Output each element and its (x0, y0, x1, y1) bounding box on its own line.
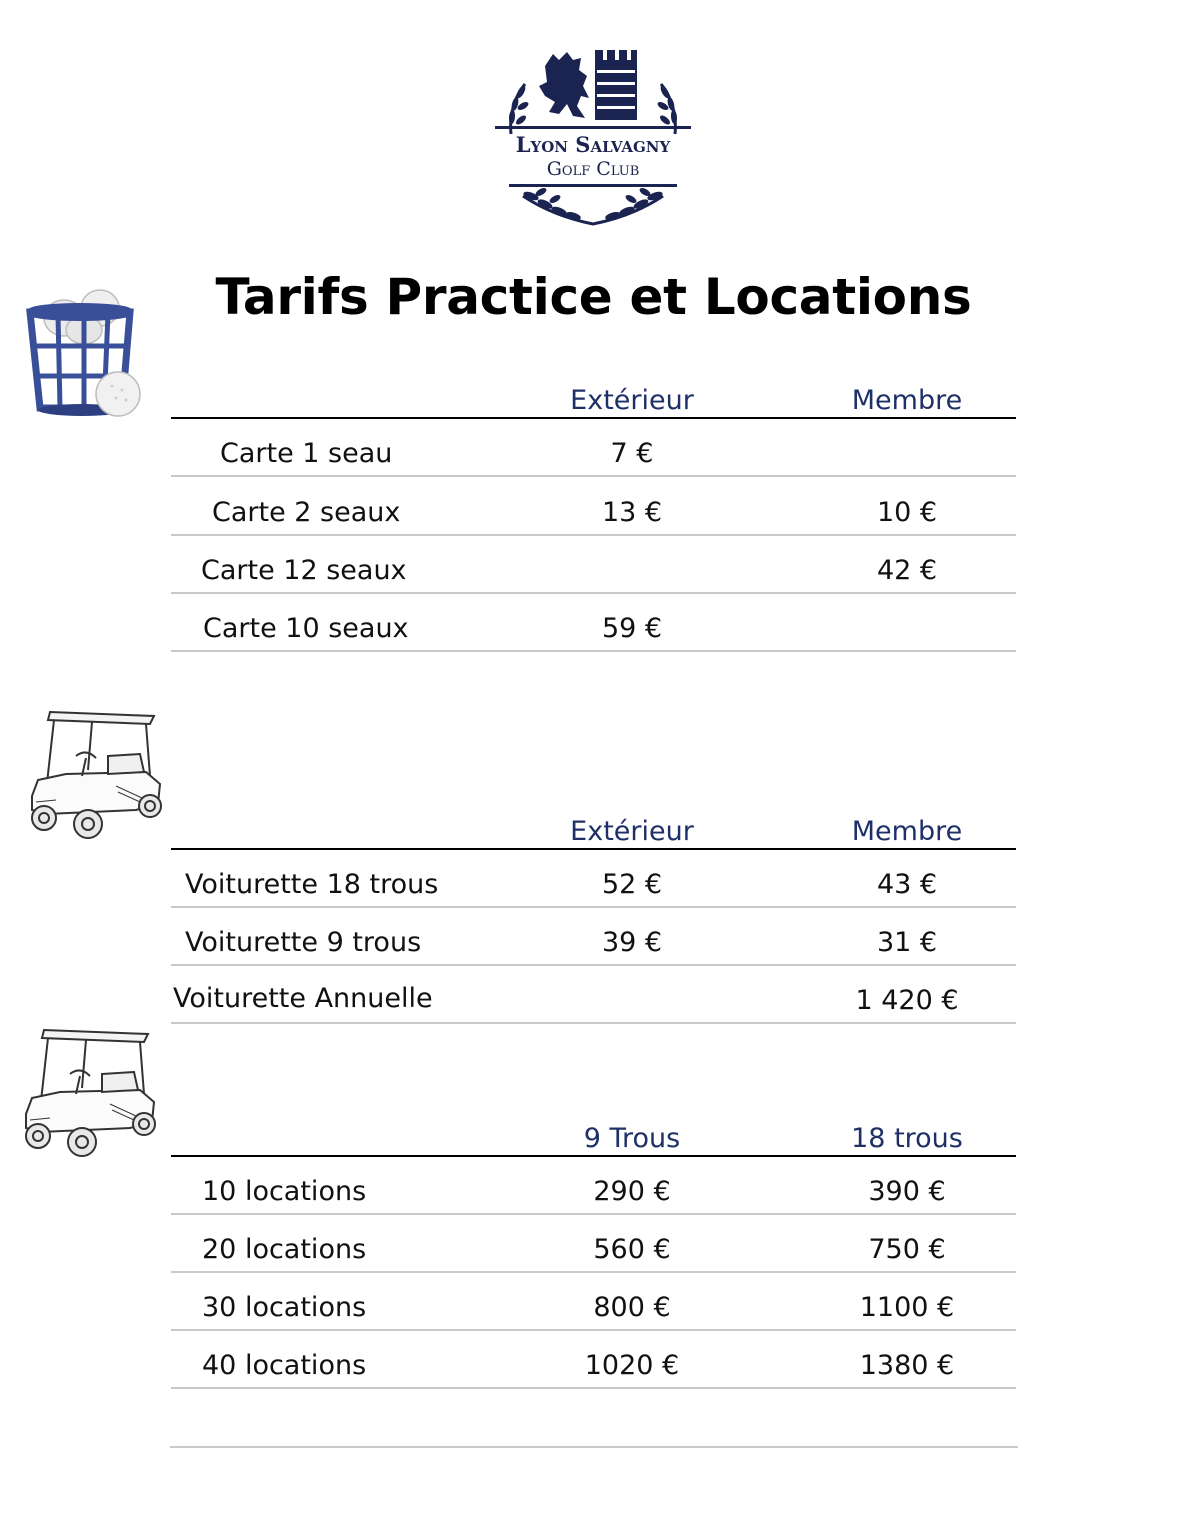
price-membre: 10 € (876, 497, 938, 528)
table-row (171, 908, 1016, 966)
table-row (171, 1157, 1016, 1215)
locations-header (171, 1123, 1016, 1157)
lion-tower-crest-icon (493, 46, 693, 228)
row-label: 40 locations (202, 1350, 367, 1381)
voiturette-header (171, 816, 1016, 850)
price-9-trous: 560 € (593, 1234, 671, 1265)
table-row (171, 594, 1016, 652)
price-9-trous: 290 € (593, 1176, 671, 1207)
row-label: Voiturette 18 trous (185, 869, 439, 900)
table-row (171, 850, 1016, 908)
row-label: Voiturette 9 trous (185, 927, 422, 958)
price-9-trous: 800 € (593, 1292, 671, 1323)
price-18-trous: 1100 € (859, 1292, 955, 1323)
basket-illustration (26, 286, 144, 422)
price-membre: 31 € (876, 927, 938, 958)
price-membre: 1 420 € (855, 985, 959, 1016)
row-label: Carte 2 seaux (212, 497, 401, 528)
cart-illustration-1 (26, 706, 166, 846)
table-row (171, 1273, 1016, 1331)
table-row (171, 1331, 1016, 1389)
column-header-membre: Membre (851, 385, 963, 416)
row-label: Carte 10 seaux (203, 613, 409, 644)
logo-line-1: Lyon Salvagny (515, 132, 671, 157)
price-exterieur: 52 € (601, 869, 663, 900)
golf-cart-icon (20, 1024, 160, 1164)
row-label: 20 locations (202, 1234, 367, 1265)
price-exterieur: 13 € (601, 497, 663, 528)
row-label: Carte 12 seaux (201, 555, 407, 586)
practice-table (171, 385, 1016, 652)
page-title: Tarifs Practice et Locations (215, 268, 972, 326)
price-exterieur: 7 € (610, 438, 654, 469)
column-header-9-trous: 9 Trous (583, 1123, 681, 1154)
club-logo (493, 46, 693, 228)
table-row (171, 477, 1016, 536)
row-label: 10 locations (202, 1176, 367, 1207)
locations-table (171, 1123, 1016, 1389)
practice-header (171, 385, 1016, 419)
price-18-trous: 390 € (868, 1176, 946, 1207)
cart-illustration-2 (20, 1024, 160, 1164)
price-exterieur: 39 € (601, 927, 663, 958)
column-header-membre: Membre (851, 816, 963, 847)
table-row (171, 1215, 1016, 1273)
table-row (171, 966, 1016, 1024)
row-label: Carte 1 seau (220, 438, 393, 469)
price-membre: 43 € (876, 869, 938, 900)
price-membre: 42 € (876, 555, 938, 586)
bottom-divider (170, 1446, 1018, 1448)
table-row (171, 419, 1016, 477)
golf-cart-icon (26, 706, 166, 846)
row-label: Voiturette Annuelle (173, 983, 433, 1014)
voiturette-table (171, 816, 1016, 1024)
table-row (171, 536, 1016, 594)
logo-line-2: Golf Club (546, 158, 640, 180)
column-header-18-trous: 18 trous (851, 1123, 963, 1154)
price-exterieur: 59 € (601, 613, 663, 644)
price-18-trous: 750 € (868, 1234, 946, 1265)
column-header-exterieur: Extérieur (570, 385, 694, 416)
price-18-trous: 1380 € (859, 1350, 955, 1381)
price-9-trous: 1020 € (584, 1350, 680, 1381)
column-header-exterieur: Extérieur (570, 816, 694, 847)
golf-ball-basket-icon (26, 286, 144, 422)
row-label: 30 locations (202, 1292, 367, 1323)
